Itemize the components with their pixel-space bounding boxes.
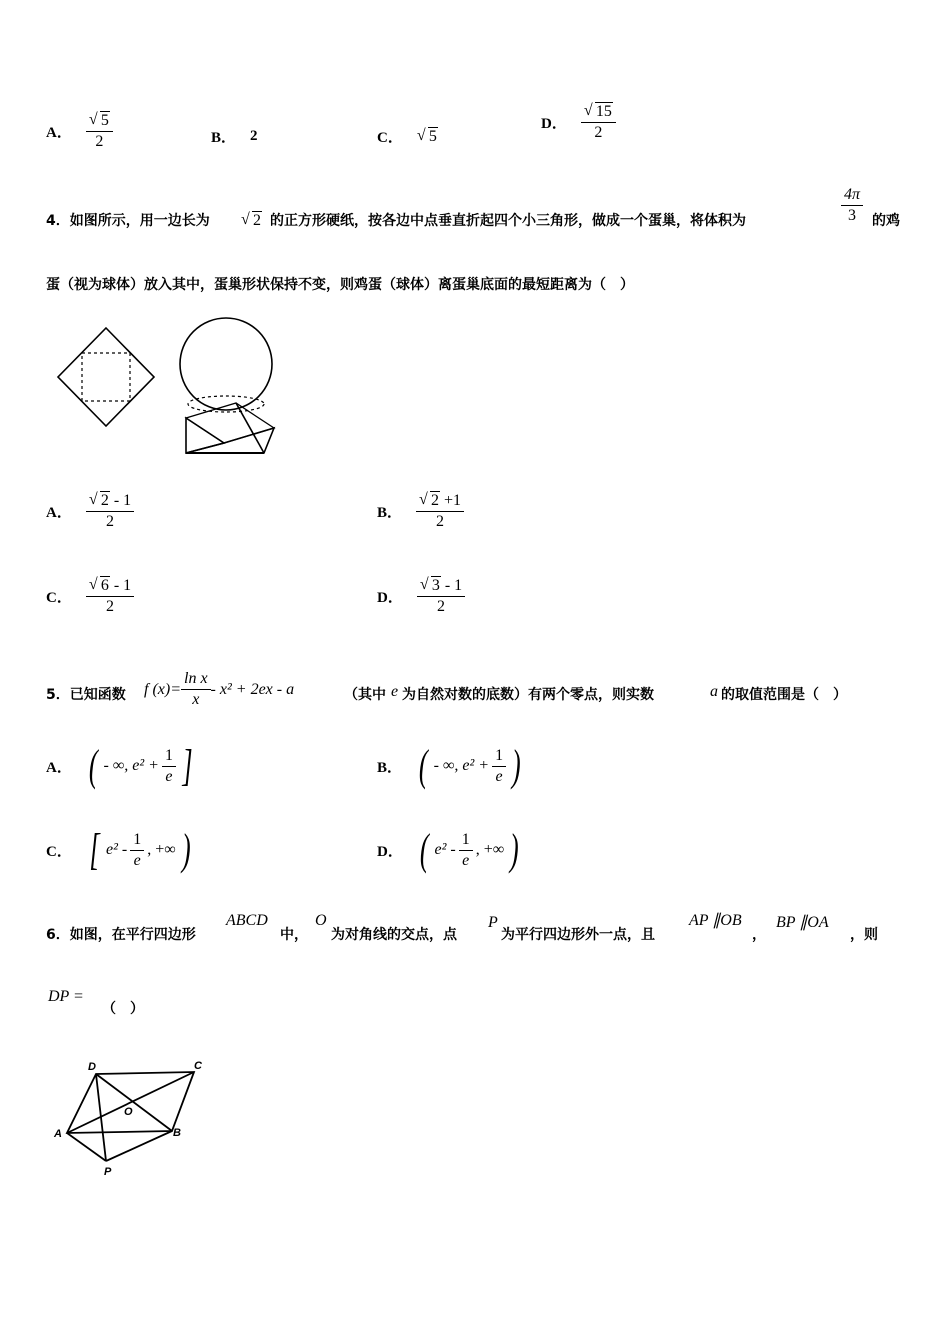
q3-option-c <box>377 126 438 147</box>
label-p: P <box>104 1166 112 1178</box>
q6-figure <box>50 1058 210 1182</box>
option-label: C． <box>377 130 403 146</box>
fraction: √ $\frac{15}{2}$ <box>581 103 616 142</box>
option-label: D． <box>541 116 567 132</box>
label-d: D <box>88 1061 96 1073</box>
q4-stem-line1: 4．如图所示，用一边长为 √ 2 的正方形硬纸，按各边中点垂直折起四个小三角形，做成一个蛋巢，将体积为 $\frac{4\pi}{3}$ 的鸡 <box>46 186 916 246</box>
option-value: 2 <box>250 128 258 144</box>
interval: [ e² - $\frac{1}{e}$ , +∞ ) <box>89 825 191 874</box>
q3-option-b <box>211 126 258 147</box>
q4-option-c: C． √ $\frac{6 - 1}{2}$ <box>46 577 134 616</box>
q5-option-a: A． ( - ∞, e² + $\frac{1}{e}$ ] <box>46 744 196 788</box>
fraction: √ $\frac{3 - 1}{2}$ <box>417 577 465 616</box>
interval: ( - ∞, e² + $\frac{1}{e}$ ) <box>418 741 521 790</box>
q3-option-a <box>46 112 113 151</box>
q4-figure <box>46 316 286 458</box>
q6-stem-line2: DP = （ ） <box>48 988 144 1017</box>
fraction: √ $\frac{2 +1}{2}$ <box>416 492 464 531</box>
nest-side-front <box>186 428 274 453</box>
fraction: √ $\frac{6 - 1}{2}$ <box>86 577 134 616</box>
option-label: B． <box>211 130 237 146</box>
square-outline <box>58 328 154 426</box>
volume-fraction: $\frac{4\pi}{3}$ <box>841 186 863 225</box>
function-definition: f (x)= $\frac{\text{ln x}}{x}$ - x² + 2ex - a <box>144 670 295 708</box>
option-label: A． <box>46 125 72 141</box>
q4-stem-line2: 蛋（视为球体）放入其中，蛋巢形状保持不变，则鸡蛋（球体）离蛋巢底面的最短距离为（ ） <box>46 277 634 293</box>
nest-edge <box>236 403 264 453</box>
diagonal-db <box>96 1074 172 1131</box>
label-a: A <box>54 1128 62 1140</box>
label-b: B <box>173 1127 181 1139</box>
sqrt-value: √ 5 <box>417 128 438 146</box>
nest-top <box>186 403 274 443</box>
label-c: C <box>194 1060 202 1072</box>
fraction: √ $\frac{2 - 1}{2}$ <box>86 492 134 531</box>
segment-bp <box>106 1131 172 1161</box>
q4-option-b: B． √ $\frac{2 +1}{2}$ <box>377 492 464 531</box>
label-o: O <box>124 1106 133 1118</box>
interval: ( - ∞, e² + $\frac{1}{e}$ ] <box>88 741 193 790</box>
segment-ap <box>67 1133 106 1161</box>
q4-option-d: D． √ $\frac{3 - 1}{2}$ <box>377 577 465 616</box>
q5-option-d: D． ( e² - $\frac{1}{e}$ , +∞ ) <box>377 828 522 872</box>
q4-option-a: A． √ $\frac{2 - 1}{2}$ <box>46 492 134 531</box>
q5-option-c: C． [ e² - $\frac{1}{e}$ , +∞ ) <box>46 828 193 872</box>
q5-option-b: B． ( - ∞, e² + $\frac{1}{e}$ ) <box>377 744 524 788</box>
sqrt-two: √ 2 <box>241 212 262 230</box>
q3-option-d <box>541 103 616 142</box>
q6-stem-line1: 6．如图，在平行四边形 ABCD 中， O 为对角线的交点，点 P 为平行四边形外一点，且 AP ∥OB ， BP ∥OA ，则 <box>46 912 878 943</box>
fraction: √ $\frac{5}{2}$ <box>86 112 113 151</box>
interval: ( e² - $\frac{1}{e}$ , +∞ ) <box>419 825 519 874</box>
q5-stem: 5．已知函数 f (x)= $\frac{\text{ln x}}{x}$ - x² + 2ex - a （其中 e 为自然对数的底数）有两个零点，则实数 a 的取值范围是（ ） <box>46 670 847 708</box>
fold-lines <box>82 353 130 401</box>
